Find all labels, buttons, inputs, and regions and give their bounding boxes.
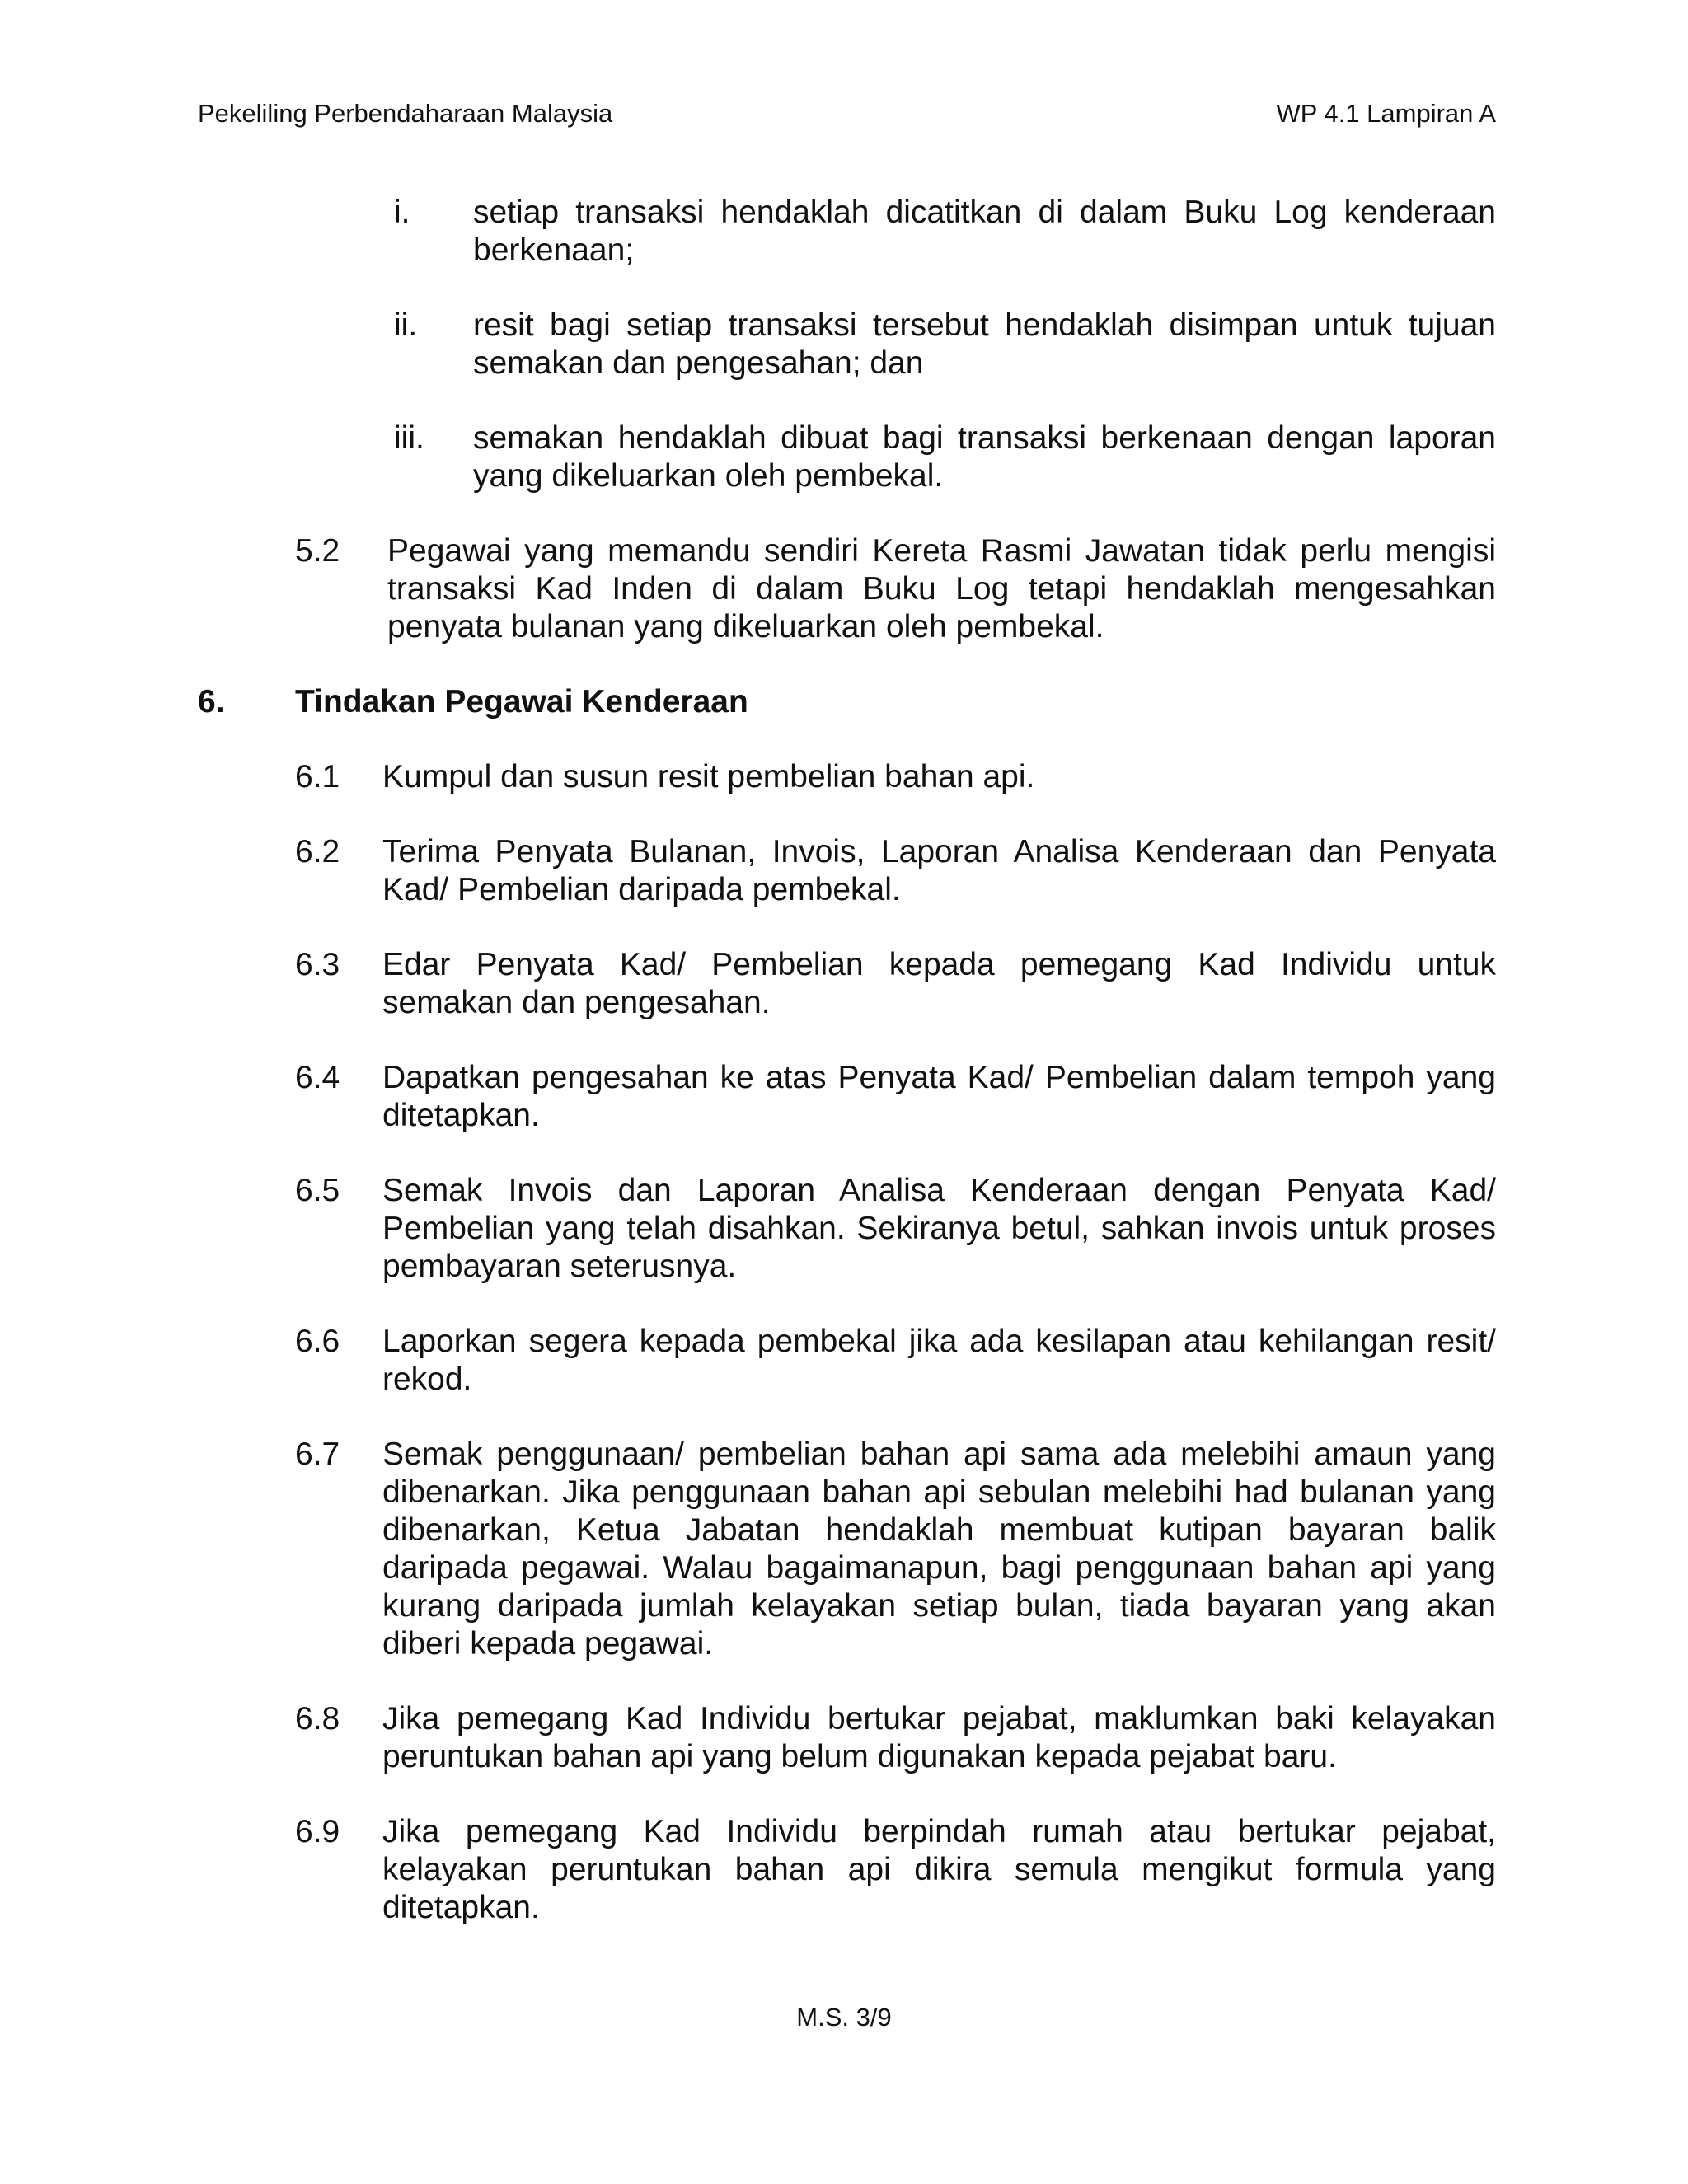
paragraph-text: Semak penggunaan/ pembelian bahan api sama ada melebihi amaun yang dibenarkan. Jika penggunaan bahan api sebulan melebihi had bulanan yang dibenarkan, Ketua Jabatan hendaklah membuat kutipan bayaran balik daripada pegawai. Walau bagaimanapun, bagi penggunaan bahan api yang kurang daripada jumlah kelayakan setiap bulan, tiada bayaran yang akan diberi kepada pegawai.	[382, 1436, 1496, 1661]
list-item-number: iii.	[394, 420, 424, 456]
paragraph-text: Semak Invois dan Laporan Analisa Kenderaan dengan Penyata Kad/ Pembelian yang telah disahkan. Sekiranya betul, sahkan invois untuk proses pembayaran seterusnya.	[382, 1173, 1496, 1284]
section-title: Tindakan Pegawai Kenderaan	[295, 684, 748, 719]
list-item-number: i.	[394, 194, 410, 230]
section-number: 6.	[198, 684, 225, 719]
paragraph-6-3	[295, 946, 1496, 1022]
header-title: Pekeliling Perbendaharaan Malaysia	[198, 99, 613, 128]
list-item	[394, 419, 1496, 495]
paragraph-number: 6.1	[295, 759, 340, 794]
list-item-text: resit bagi setiap transaksi tersebut hendaklah disimpan untuk tujuan semakan dan pengesahan; dan	[473, 307, 1496, 381]
paragraph-text: Jika pemegang Kad Individu bertukar pejabat, maklumkan baki kelayakan peruntukan bahan api yang belum digunakan kepada pejabat baru.	[382, 1701, 1496, 1774]
paragraph-6-7	[295, 1436, 1496, 1663]
paragraph-number: 6.6	[295, 1324, 340, 1359]
list-item	[394, 307, 1496, 382]
paragraph-number: 6.9	[295, 1814, 340, 1849]
paragraph-text: Pegawai yang memandu sendiri Kereta Rasmi Jawatan tidak perlu mengisi transaksi Kad Inden di dalam Buku Log tetapi hendaklah mengesahkan penyata bulanan yang dikeluarkan oleh pembekal.	[387, 533, 1496, 644]
paragraph-text: Kumpul dan susun resit pembelian bahan api.	[382, 759, 1035, 794]
paragraph-number: 6.4	[295, 1060, 340, 1095]
page-header	[198, 97, 1496, 130]
paragraph-number: 6.3	[295, 947, 340, 982]
paragraph-6-1	[295, 758, 1496, 796]
paragraph-text: Dapatkan pengesahan ke atas Penyata Kad/ Pembelian dalam tempoh yang ditetapkan.	[382, 1060, 1496, 1133]
paragraph-5-2	[295, 532, 1496, 646]
paragraph-6-5	[295, 1172, 1496, 1286]
paragraph-text: Laporkan segera kepada pembekal jika ada kesilapan atau kehilangan resit/ rekod.	[382, 1324, 1496, 1397]
list-item	[394, 194, 1496, 269]
page-footer	[0, 2001, 1688, 2034]
paragraph-6-6	[295, 1323, 1496, 1399]
paragraph-number: 6.2	[295, 834, 340, 869]
section-heading	[198, 683, 1496, 721]
paragraph-number: 6.5	[295, 1173, 340, 1208]
paragraph-number: 6.8	[295, 1701, 340, 1736]
document-body	[198, 194, 1496, 1964]
paragraph-6-2	[295, 833, 1496, 909]
paragraph-text: Terima Penyata Bulanan, Invois, Laporan Analisa Kenderaan dan Penyata Kad/ Pembelian daripada pembekal.	[382, 834, 1496, 907]
paragraph-6-9	[295, 1813, 1496, 1927]
paragraph-6-8	[295, 1700, 1496, 1776]
page-number: M.S. 3/9	[796, 2003, 892, 2032]
paragraph-text: Edar Penyata Kad/ Pembelian kepada pemegang Kad Individu untuk semakan dan pengesahan.	[382, 947, 1496, 1020]
paragraph-text: Jika pemegang Kad Individu berpindah rumah atau bertukar pejabat, kelayakan peruntukan bahan api dikira semula mengikut formula yang ditetapkan.	[382, 1814, 1496, 1925]
list-item-text: semakan hendaklah dibuat bagi transaksi berkenaan dengan laporan yang dikeluarkan oleh pembekal.	[473, 420, 1496, 494]
header-reference: WP 4.1 Lampiran A	[1276, 99, 1496, 128]
paragraph-number: 5.2	[295, 533, 340, 569]
paragraph-6-4	[295, 1059, 1496, 1135]
list-item-number: ii.	[394, 307, 418, 343]
paragraph-number: 6.7	[295, 1436, 340, 1472]
list-item-text: setiap transaksi hendaklah dicatitkan di dalam Buku Log kenderaan berkenaan;	[473, 194, 1496, 268]
